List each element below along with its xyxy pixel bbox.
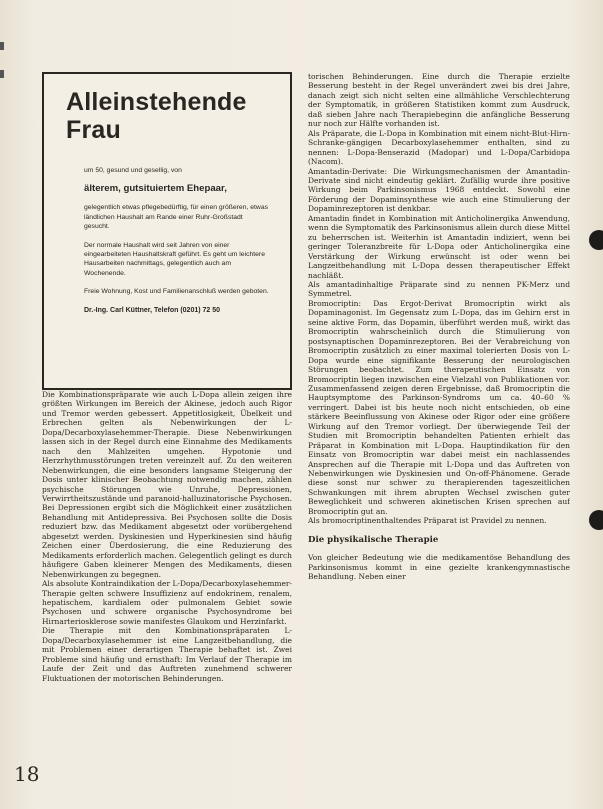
left-text-column [42, 390, 292, 808]
ad-title [66, 88, 272, 144]
punch-hole [589, 230, 603, 250]
ad-intro: um 50, gesund und gesellig, von [84, 167, 182, 174]
edge-mark [0, 42, 4, 50]
body-paragraph: Als bromocriptinenthaltendes Präparat ist Pravidel zu nennen. [308, 516, 547, 526]
ad-title-line: Frau [66, 116, 121, 144]
ad-contact: Dr.-Ing. Carl Küttner, Telefon (0201) 72 50 [84, 306, 221, 314]
body-paragraph: Als Präparate, die L-Dopa in Kombination mit einem nicht-Blut-Hirn-Schranke-gängigen Decarboxylasehemmer enthalten, sind zu nennen: L-Dopa-Benserazid (Madopar) und L-Dopa/Carbidopa (Nacom). [308, 128, 570, 167]
body-paragraph: Amantadin findet in Kombination mit Anticholinergika Anwendung, wenn die Symptomatik des Parkinsonismus allein durch diese Mittel zu beherrschen ist. Weiterhin ist Amantadin indiziert, wenn bei geringer Toleranzbreite für L-Dopa oder Anticholinergika eine Verstärkung der Wirkung erwünscht ist oder wenn bei Langzeitbehandlung mit L-Dopa dessen therapeutischer Effekt nachläßt. [308, 213, 570, 280]
ad-title-line: Alleinstehende [66, 88, 247, 116]
body-paragraph: Als amantadinhaltige Präparate sind zu nennen PK-Merz und Symmetrel. [308, 279, 570, 299]
body-paragraph: Amantadin-Derivate: Die Wirkungsmechanismen der Amantadin-Derivate sind nicht eindeutig geklärt. Zufällig wurde ihre positive Wirkung beim Parkinsonismus 1968 entdeckt. Sowohl eine Förderung der Dopaminsynthese wie auch eine Stimulierung der Dopaminrezeptoren ist denkbar. [308, 166, 570, 214]
body-paragraph: Von gleicher Bedeutung wie die medikamentöse Behandlung des Parkinsonismus kommt in eine gezielte krankengymnastische Behandlung. Neben einer [308, 553, 570, 582]
punch-hole [589, 510, 603, 530]
page-number: 18 [14, 762, 40, 786]
section-heading: Die physikalische Therapie [308, 534, 439, 545]
right-text-column [308, 72, 570, 809]
classified-advertisement [42, 72, 292, 390]
body-paragraph: Die Kombinationspräparate wie auch L-Dopa allein zeigen ihre größten Wirkungen im Bereich der Akinese, jedoch auch Rigor und Tremor werden gebessert. Appetitlosigkeit, Übelkeit und Erbrechen gelten als Nebenwirkungen der L-Dopa/Decarboxylasehemmer-Therapie. Diese Nebenwirkungen lassen sich in der Regel durch eine Einnahme des Medikaments nach den Mahlzeiten umgehen. Hypotonie und Herzrhythmusstörungen treten vereinzelt auf. Zu den weiteren Nebenwirkungen, die eine besonders langsame Steigerung der Dosis unter klinischer Beobachtung notwendig machen, zählen psychische Störungen wie Unruhe, Depressionen, Verwirrtheitszustände und paranoid-halluzinatorische Psychosen. Bei Depressionen ergibt sich die Möglichkeit einer zusätzlichen Behandlung mit Antidepressiva. Bei Psychosen sollte die Dosis reduziert bzw. das Medikament abgesetzt oder vorübergehend abgesetzt werden. Dyskinesien und Hyperkinesien sind häufig Zeichen einer Überdosierung, die eine Reduzierung des Medikaments erforderlich machen. Gelegentlich gelingt es durch häufigere Gaben kleinerer Mengen des Medikaments, diesen Nebenwirkungen zu begegnen. [42, 390, 292, 579]
body-paragraph: torischen Behinderungen. Eine durch die Therapie erzielte Besserung besteht in der Regel unverändert zwei bis drei Jahre, danach zeigt sich nicht selten eine allmähliche Verschlechterung der Symptomatik, in größeren Statistiken kommt zum Ausdruck, daß sieben Jahre nach Therapiebeginn die anfängliche Besserung nur noch zur Hälfte vorhanden ist. [308, 72, 570, 129]
ad-paragraph: gelegentlich etwas pflegebedürftig, für einen größeren, etwas ländlichen Haushalt am Rande einer Ruhr-Großstadt gesucht. [84, 204, 269, 231]
body-paragraph: Als absolute Kontraindikation der L-Dopa/Decarboxylasehemmer-Therapie gelten schwere Insuffizienz auf endokrinem, renalem, hepatischem, kardialem oder pulmonalem Gebiet sowie Psychosen und schwere organische Psychosyndrome bei Hirnarteriosklerose sowie manifestes Glaukom und Herzinfarkt. [42, 579, 292, 626]
ad-paragraph: Freie Wohnung, Kost und Familienanschluß werden geboten. [84, 288, 269, 296]
body-paragraph: Bromocriptin: Das Ergot-Derivat Bromocriptin wirkt als Dopaminagonist. Im Gegensatz zum L-Dopa, das im Gehirn erst in seine aktive Form, das Dopamin, überführt werden muß, wirkt das Bromocriptin wahrscheinlich durch die Stimulierung von postsynaptischen Dopaminrezeptoren. Bei der Verabreichung von Bromocriptin zusätzlich zu einer maximal tolerierten Dosis von L-Dopa wurde eine signifikante Besserung der neurologischen Störungen beobachtet. Zum therapeutischen Einsatz von Bromocriptin liegen inzwischen eine Vielzahl von Publikationen vor. Zusammenfassend zeigen deren Ergebnisse, daß Bromocriptin die Hauptsymptome des Parkinson-Syndroms um ca. 40–60 % verringert. Dabei ist bis heute noch nicht entschieden, ob eine stärkere Beeinflussung von Akinese oder Rigor oder eine größere Wirkung auf den Tremor vorliegt. Der überwiegende Teil der Studien mit Bromocriptin behandelten Patienten erhielt das Präparat in Kombination mit L-Dopa. Hauptindikation für den Einsatz von Bromocriptin war dabei meist ein nachlassendes Ansprechen auf die Therapie mit L-Dopa und das Auftreten von Nebenwirkungen wie Dyskinesien und On-off-Phänomene. Gerade diese sonst nur schwer zu therapierenden tageszeitlichen Schwankungen mit ihrem abrupten Wechsel zwischen guter Beweglichkeit und schweren akinetischen Krisen sprechen auf Bromocriptin gut an. [308, 298, 570, 516]
body-paragraph: Die Therapie mit den Kombinationspräparaten L-Dopa/Decarboxylasehemmer ist eine Langzeitbehandlung, die mit Problemen einer derartigen Therapie behaftet ist. Zwei Probleme sind häufig und ernsthaft: Im Verlauf der Therapie im Laufe der Zeit und das Auftreten zunehmend schwerer Fluktuationen der motorischen Behinderungen. [42, 626, 292, 683]
edge-mark [0, 70, 4, 78]
ad-paragraph: Der normale Haushalt wird seit Jahren von einer eingearbeiteten Haushaltskraft geführt. Es geht um leichtere Hausarbeiten nachmittags, gelegentlich auch am Wochenende. [84, 241, 265, 277]
ad-highlight: älterem, gutsituiertem Ehepaar, [84, 183, 227, 195]
